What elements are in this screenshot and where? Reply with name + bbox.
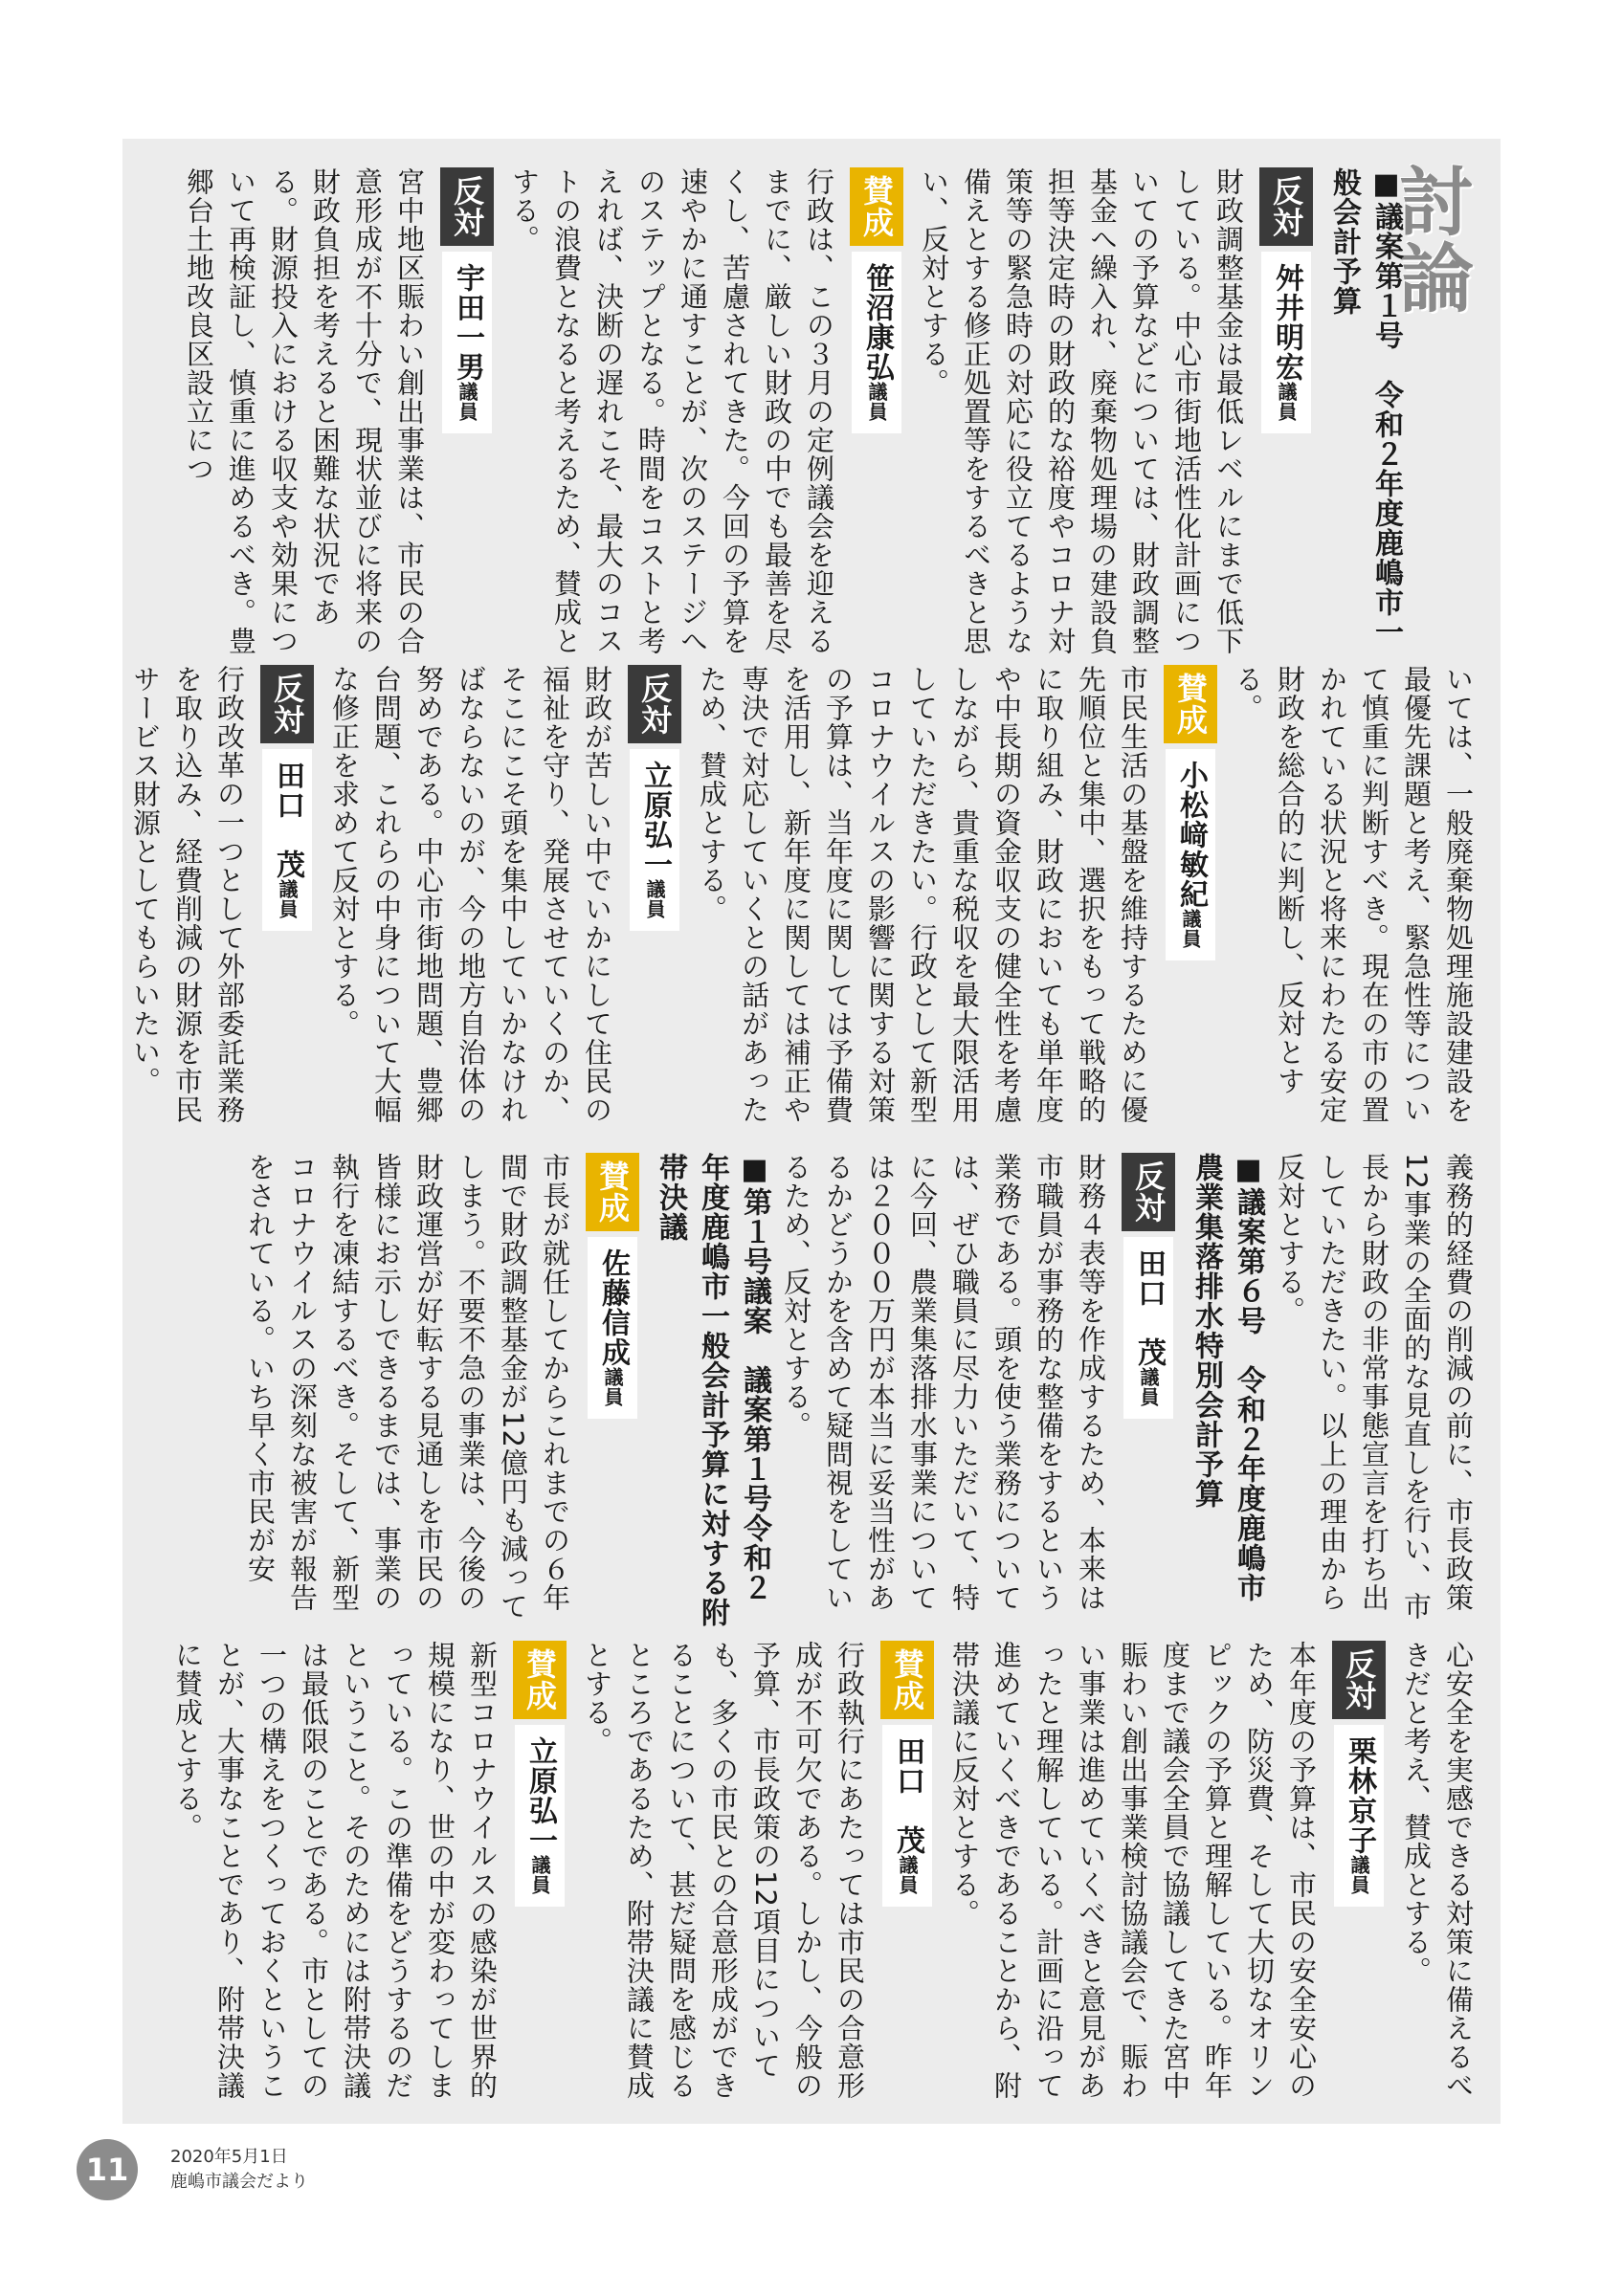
speaker-name [630, 749, 679, 931]
paragraph: 市民生活の基盤を維持するために優先順位と集中、選択をもって戦略的に取り組み、財政においても単年度や中長期の資金収支の健全性を考慮しながら、貴重な税収を最大限活用していただきたい。行政として新型コロナウイルスの影響に関する対策の予算は、当年度に関しては予備費を活用し、新年度に関しては補正や専決で対応していくとの話があったため、賛成とする。 [696, 665, 1149, 1124]
speaker-name-text: 小松﨑敏紀 [1174, 761, 1208, 909]
speaker-name-text: 佐藤信成 [596, 1248, 630, 1367]
speaker-suffix: 議員 [1179, 909, 1202, 949]
speaker-heading [260, 665, 314, 1143]
speaker-heading [850, 167, 903, 655]
speaker-name [442, 252, 492, 433]
speaker-suffix: 議員 [1347, 1855, 1370, 1895]
speaker-suffix: 議員 [276, 879, 299, 919]
text-band-3 [159, 1153, 1479, 1631]
speaker-name-text: 栗林京子 [1343, 1736, 1376, 1855]
speaker-heading [586, 1153, 639, 1631]
speaker-name [515, 1725, 565, 1907]
paragraph: 新型コロナウイルスの感染が世界的規模になり、世の中が変わってしまっている。この準備をどうするのだということ。そのためには附帯決議は最低限のことである。市としての一つの構えをつくっておくということが、大事なことであり、附帯決議に賛成とする。 [171, 1641, 499, 2100]
stance-badge: 賛成 [880, 1641, 934, 1719]
paragraph: 財政が苦しい中でいかにして住民の福祉を守り、発展させていくのか、そこにこそ頭を集中していかなければならないのが、今の地方自治体の努めである。中心市街地問題、豊郷台問題、これらの中身について大幅な修正を求めて反対とする。 [328, 665, 613, 1124]
text-band-1 [183, 167, 1407, 655]
text-band-2 [129, 665, 1479, 1143]
speaker-name-text: 立原弘一 [523, 1736, 557, 1855]
agenda-heading: ■第１号議案 議案第１号令和２年度鹿嶋市一般会計予算に対する附帯決議 [654, 1153, 771, 1627]
stance-badge: 反対 [1259, 167, 1313, 246]
paragraph: 本年度の予算は、市民の安全安心のため、防災費、そして大切なオリンピックの予算と理解している。昨年度まで議会全員で協議してきた宮中賑わい創出事業検討協議会で、賑わい事業は進めていくべきと意見があったと理解している。計画に沿って進めていくべきであることから、附帯決議に反対とする。 [948, 1641, 1318, 2100]
paragraph: 市長が就任してからこれまでの６年間で財政調整基金が12億円も減ってしまう。不要不急の事業は、今後の財政運営が好転する見通しを市民の皆様にお示しできるまでは、事業の執行を凍結するべき。そして、新型コロナウイルスの深刻な被害が報告をされている。いち早く市民が安 [244, 1153, 571, 1621]
stance-badge: 賛成 [850, 167, 903, 246]
stance-badge: 反対 [1122, 1153, 1175, 1231]
stance-badge: 賛成 [586, 1153, 639, 1231]
issue-date: 2020年5月1日 [170, 2147, 288, 2167]
speaker-heading [440, 167, 494, 655]
paragraph: 財務４表等を作成するため、本来は市職員が事務的な整備をするという業務である。頭を使う業務については、ぜひ職員に尽力いただいて、特に今回、農業集落排水事業については２０００万円が本当に妥当性があるかどうかを含めて疑問視をしているため、反対とする。 [780, 1153, 1107, 1612]
paragraph: 財政調整基金は最低レベルにまで低下している。中心市街地活性化計画についての予算などについては、財政調整基金へ繰入れ、廃棄物処理場の建設負担等決定時の財政的な裕度やコロナ対策等の緊急時の対応に役立てるような備えとする修正処置等をするべきと思い、反対とする。 [918, 167, 1245, 655]
speaker-name [1334, 1725, 1384, 1907]
speaker-suffix: 議員 [1275, 382, 1298, 422]
stance-badge: 反対 [628, 665, 681, 743]
stance-badge: 反対 [440, 167, 494, 246]
speaker-name-text: 田口 茂 [1132, 1248, 1166, 1367]
publication-name: 鹿嶋市議会だより [170, 2172, 308, 2192]
speaker-name-text: 立原弘一 [638, 761, 672, 879]
speaker-suffix: 議員 [601, 1367, 624, 1407]
paragraph: 行政は、この３月の定例議会を迎えるまでに、厳しい財政の中でも最善を尽くし、苦慮されてきた。今回の予算を速やかに通すことが、次のステージへのステップとなる。時間をコストと考えれば、決断の遅れこそ、最大のコストの浪費となると考えるため、賛成とする。 [508, 167, 835, 655]
page-title: 討論 [1387, 163, 1473, 316]
agenda-heading: ■議案第１号 令和２年度鹿嶋市一般会計予算 [1327, 167, 1403, 647]
stance-badge: 反対 [1332, 1641, 1386, 1719]
speaker-heading [1332, 1641, 1386, 2109]
speaker-heading [1259, 167, 1313, 655]
speaker-name-text: 田口 茂 [271, 761, 304, 879]
text-band-4 [159, 1641, 1479, 2109]
paragraph: 行政改革の一つとして外部委託業務を取り込み、経費削減の財源を市民サービス財源としてもらいたい。 [129, 665, 246, 1124]
speaker-suffix: 議員 [643, 879, 666, 919]
agenda-heading: ■議案第６号 令和２年度鹿嶋市農業集落排水特別会計予算 [1189, 1153, 1265, 1602]
paragraph: 義務的経費の削減の前に、市長政策12事業の全面的な見直しを行い、市長から財政の非常事態宣言を打ち出していただきたい。以上の理由から反対とする。 [1274, 1153, 1475, 1621]
speaker-suffix: 議員 [896, 1855, 919, 1895]
speaker-name [1123, 1237, 1173, 1419]
speaker-heading [1164, 665, 1217, 1143]
speaker-name-text: 宇田一男 [451, 263, 484, 382]
speaker-name-text: 笹沼康弘 [860, 263, 894, 382]
paragraph: いては、一般廃棄物処理施設建設を最優先課題と考え、緊急性等について慎重に判断すべき。現在の市の置かれている状況と将来にわたる安定財政を総合的に判断し、反対とする。 [1232, 665, 1475, 1124]
speaker-heading [1122, 1153, 1175, 1631]
stance-badge: 賛成 [513, 1641, 567, 1719]
speaker-name-text: 田口 茂 [891, 1736, 924, 1855]
speaker-name-text: 舛井明宏 [1270, 263, 1303, 382]
page-number: 11 [77, 2139, 138, 2200]
speaker-name [882, 1725, 932, 1907]
speaker-heading [880, 1641, 934, 2109]
speaker-name [262, 749, 312, 931]
paragraph: 宮中地区賑わい創出事業は、市民の合意形成が不十分で、現状並びに将来の財政負担を考えると困難な状況である。財源投入における収支や効果について再検証し、慎重に進めるべき。豊郷台土地改良区設立につ [183, 167, 426, 655]
speaker-suffix: 議員 [1137, 1367, 1160, 1407]
speaker-heading [628, 665, 681, 1143]
speaker-heading [513, 1641, 567, 2109]
speaker-name [1166, 749, 1215, 960]
speaker-suffix: 議員 [865, 382, 888, 422]
speaker-name [588, 1237, 637, 1419]
speaker-name [852, 252, 901, 433]
paragraph: 心安全を実感できる対策に備えるべきだと考え、賛成とする。 [1400, 1641, 1475, 2100]
speaker-name [1261, 252, 1311, 433]
speaker-suffix: 議員 [528, 1855, 551, 1895]
stance-badge: 反対 [260, 665, 314, 743]
paragraph: 行政執行にあたっては市民の合意形成が不可欠である。しかし、今般の予算、市長政策の12項目についても、多くの市民との合意形成ができることについて、甚だ疑問を感じるところであるため、附帯決議に賛成とする。 [581, 1641, 866, 2100]
stance-badge: 賛成 [1164, 665, 1217, 743]
speaker-suffix: 議員 [456, 382, 478, 422]
